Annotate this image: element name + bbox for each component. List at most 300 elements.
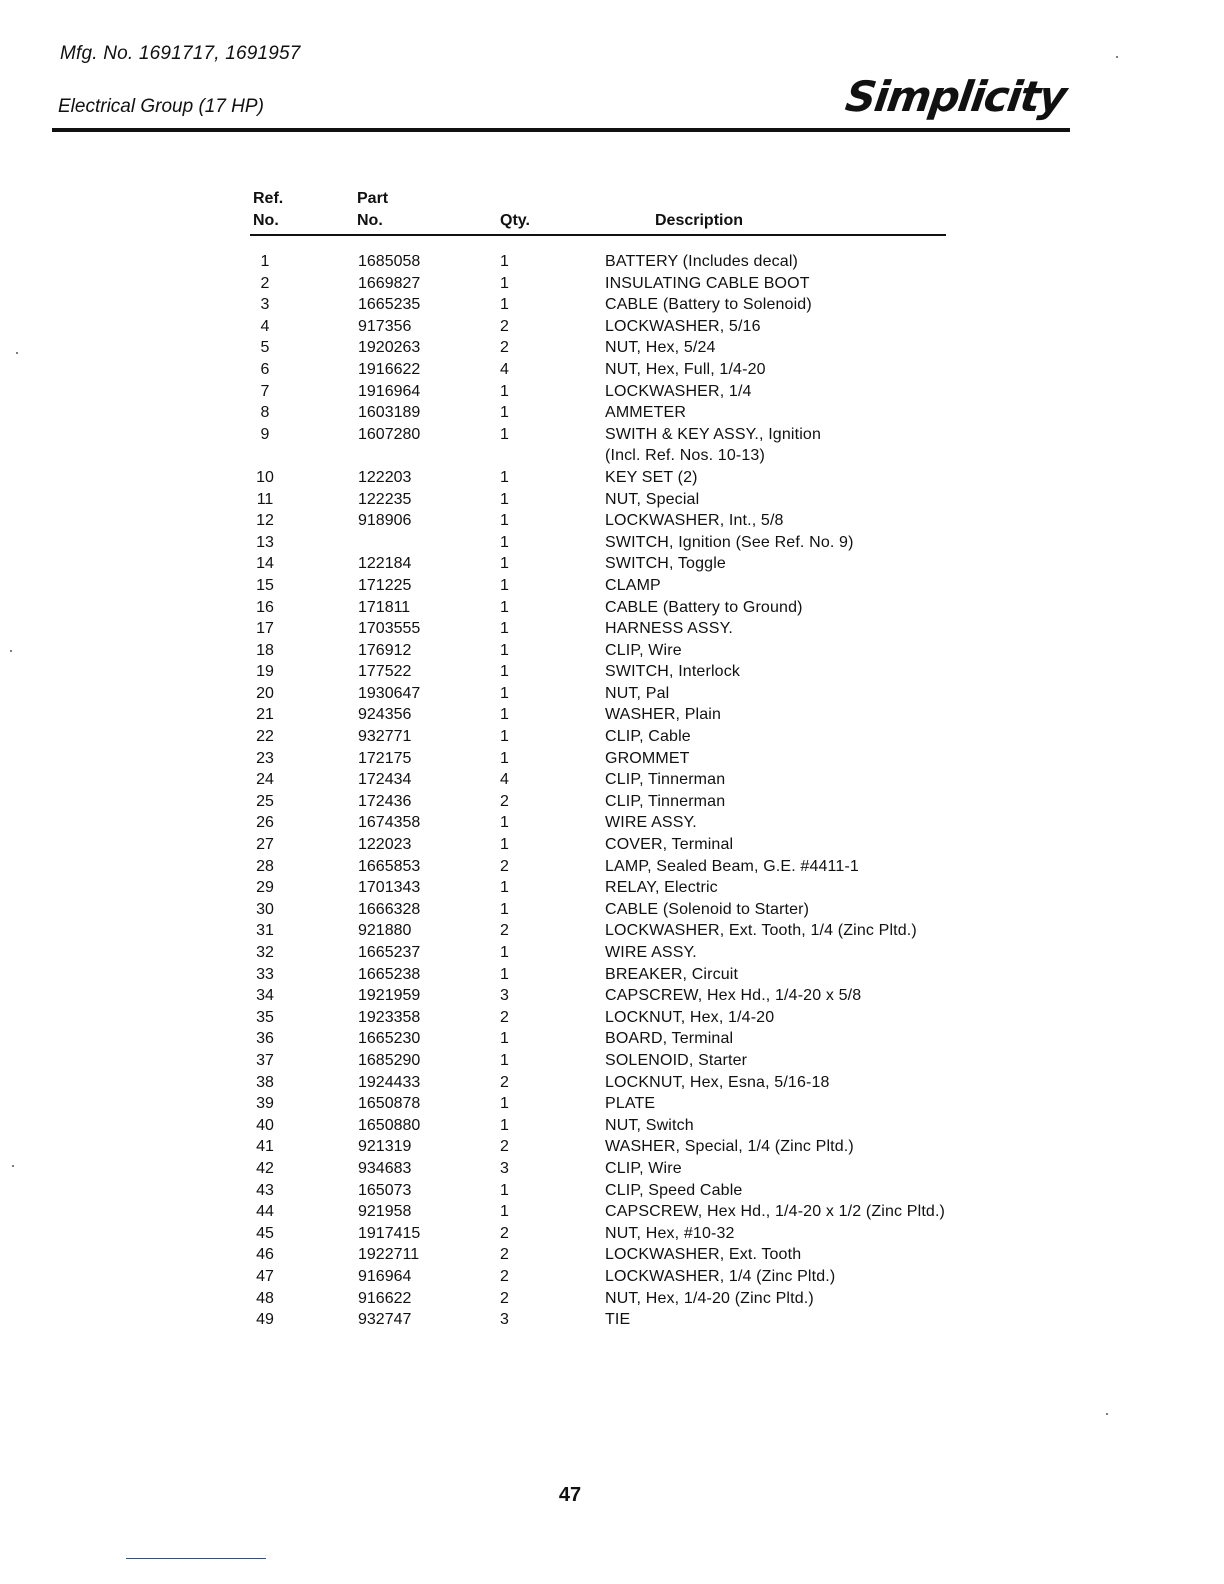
description <box>605 748 690 770</box>
description <box>605 1244 801 1266</box>
ref-no: 49 <box>256 1311 274 1329</box>
qty: 1 <box>500 274 509 292</box>
table-row <box>250 1266 1010 1288</box>
part-no: 1665237 <box>358 944 421 961</box>
part-no: 1665853 <box>358 857 421 875</box>
description <box>605 337 716 359</box>
ref-no: 12 <box>256 512 274 530</box>
table-row <box>250 273 1010 295</box>
table-header-rule <box>250 234 946 236</box>
table-row <box>250 510 1010 532</box>
ref-no: 23 <box>256 749 274 767</box>
table-row <box>250 402 1010 424</box>
description-line: PLATE <box>605 1095 656 1113</box>
part-no: 1650880 <box>358 1116 421 1134</box>
description <box>605 899 809 921</box>
ref-no: 31 <box>256 922 274 940</box>
part-no: 122203 <box>358 468 412 486</box>
description-line: INSULATING CABLE BOOT <box>605 274 810 292</box>
table-row <box>250 1180 1010 1202</box>
description-line: CABLE (Battery to Solenoid) <box>605 296 812 314</box>
part-no: 172436 <box>358 792 412 810</box>
description-line: SWITCH, Ignition (See Ref. No. 9) <box>605 533 854 551</box>
col-ref-line2: No. <box>253 212 279 229</box>
parts-table <box>250 188 1010 1331</box>
ref-no: 33 <box>256 965 274 983</box>
part-no: 177522 <box>358 663 412 681</box>
table-row <box>250 251 1010 273</box>
ref-no: 30 <box>256 900 274 918</box>
description <box>605 597 803 619</box>
table-row <box>250 920 1010 942</box>
description <box>605 834 733 856</box>
ref-no: 24 <box>256 771 274 789</box>
qty: 2 <box>500 1267 509 1285</box>
description-line-2: (Incl. Ref. Nos. 10-13) <box>605 447 765 465</box>
description-line: SWITH & KEY ASSY., Ignition <box>605 425 822 443</box>
table-row <box>250 769 1010 791</box>
description-line: NUT, Special <box>605 490 700 508</box>
description-line: HARNESS ASSY. <box>605 620 733 638</box>
qty: 2 <box>500 1138 509 1156</box>
description-line: NUT, Pal <box>605 684 670 702</box>
description <box>605 985 861 1007</box>
description-line: CLIP, Cable <box>605 728 691 746</box>
table-row <box>250 877 1010 899</box>
description <box>605 424 821 467</box>
ref-no: 47 <box>256 1267 274 1285</box>
ref-no: 46 <box>256 1246 274 1264</box>
mfg-numbers: Mfg. No. 1691717, 1691957 <box>60 43 301 64</box>
description <box>605 920 917 942</box>
table-row <box>250 1093 1010 1115</box>
qty: 2 <box>500 857 509 875</box>
page-number: 47 <box>558 1484 582 1506</box>
col-ref-header <box>253 188 283 232</box>
part-no: 1674358 <box>358 814 421 832</box>
part-no: 1665230 <box>358 1030 421 1048</box>
qty: 1 <box>500 253 509 270</box>
description-line: CLIP, Wire <box>605 641 682 659</box>
table-row <box>250 294 1010 316</box>
ref-no: 48 <box>256 1289 274 1307</box>
description <box>605 1072 830 1094</box>
description-line: LOCKWASHER, 1/4 (Zinc Pltd.) <box>605 1267 836 1285</box>
description-line: KEY SET (2) <box>605 468 698 486</box>
scan-speck <box>1116 56 1118 58</box>
ref-no: 10 <box>256 468 274 486</box>
table-row <box>250 791 1010 813</box>
part-no: 921880 <box>358 922 412 940</box>
table-row <box>250 359 1010 381</box>
description <box>605 575 661 597</box>
qty: 1 <box>500 684 509 702</box>
qty: 1 <box>500 468 509 486</box>
description <box>605 251 798 273</box>
ref-no: 26 <box>256 814 274 832</box>
table-row <box>250 640 1010 662</box>
description <box>605 964 738 986</box>
part-no: 165073 <box>358 1181 412 1199</box>
description-line: BREAKER, Circuit <box>605 965 739 983</box>
description <box>605 1266 835 1288</box>
part-no: 1685290 <box>358 1051 421 1069</box>
ref-no: 2 <box>260 274 270 292</box>
table-row <box>250 1050 1010 1072</box>
table-row <box>250 748 1010 770</box>
col-ref-line1: Ref. <box>253 190 284 207</box>
qty: 1 <box>500 382 509 400</box>
description <box>605 273 810 295</box>
ref-no: 9 <box>260 425 270 443</box>
part-no: 1665235 <box>358 296 421 314</box>
part-no: 1701343 <box>358 879 421 897</box>
table-row <box>250 597 1010 619</box>
table-row <box>250 683 1010 705</box>
ref-no: 19 <box>256 663 274 681</box>
description-line: BATTERY (Includes decal) <box>605 253 799 270</box>
qty: 1 <box>500 555 509 573</box>
part-no: 1666328 <box>358 900 421 918</box>
part-no: 1916622 <box>358 360 421 378</box>
table-row <box>250 834 1010 856</box>
description-line: CABLE (Battery to Ground) <box>605 598 803 616</box>
description-line: BOARD, Terminal <box>605 1030 734 1048</box>
qty: 2 <box>500 922 509 940</box>
description-line: LOCKWASHER, Int., 5/8 <box>605 512 784 530</box>
part-no: 932771 <box>358 728 412 746</box>
part-no: 1607280 <box>358 425 421 443</box>
scan-speck <box>12 1165 14 1167</box>
group-title: Electrical Group (17 HP) <box>58 96 264 117</box>
qty: 1 <box>500 1116 509 1134</box>
scan-speck <box>16 352 18 354</box>
description <box>605 316 761 338</box>
ref-no: 36 <box>256 1030 274 1048</box>
qty: 1 <box>500 944 509 961</box>
part-no: 122184 <box>358 555 412 573</box>
qty: 3 <box>500 1311 509 1329</box>
table-row <box>250 618 1010 640</box>
qty: 1 <box>500 404 509 422</box>
part-no: 1703555 <box>358 620 421 638</box>
table-row <box>250 661 1010 683</box>
part-no: 171225 <box>358 576 412 594</box>
part-no: 172175 <box>358 749 412 767</box>
ref-no: 27 <box>256 836 274 854</box>
col-qty-header: Qty. <box>500 212 530 229</box>
description-line: WASHER, Special, 1/4 (Zinc Pltd.) <box>605 1138 854 1156</box>
qty: 2 <box>500 1289 509 1307</box>
ref-no: 18 <box>256 641 274 659</box>
description <box>605 726 691 748</box>
part-no: 122235 <box>358 490 412 508</box>
ref-no: 20 <box>256 684 274 702</box>
qty: 1 <box>500 814 509 832</box>
table-row <box>250 1288 1010 1310</box>
description <box>605 532 854 554</box>
ref-no: 39 <box>256 1095 274 1113</box>
part-no: 916964 <box>358 1267 412 1285</box>
ref-no: 28 <box>256 857 274 875</box>
qty: 1 <box>500 900 509 918</box>
description-line: LAMP, Sealed Beam, G.E. #4411-1 <box>605 857 859 875</box>
description-line: LOCKWASHER, 1/4 <box>605 382 752 400</box>
col-desc-header: Description <box>655 212 744 229</box>
qty: 1 <box>500 836 509 854</box>
table-row <box>250 532 1010 554</box>
qty: 1 <box>500 663 509 681</box>
part-no: 1923358 <box>358 1008 421 1026</box>
part-no: 1650878 <box>358 1095 421 1113</box>
part-no: 172434 <box>358 771 412 789</box>
qty: 2 <box>500 1008 509 1026</box>
description <box>605 1093 655 1115</box>
table-row <box>250 424 1010 467</box>
qty: 2 <box>500 339 509 357</box>
header-rule <box>52 128 1070 132</box>
table-row <box>250 1028 1010 1050</box>
table-row <box>250 381 1010 403</box>
description-line: LOCKNUT, Hex, 1/4-20 <box>605 1008 775 1026</box>
qty: 1 <box>500 1030 509 1048</box>
table-row <box>250 856 1010 878</box>
description <box>605 553 726 575</box>
description-line: NUT, Hex, Full, 1/4-20 <box>605 360 766 378</box>
description <box>605 1158 682 1180</box>
description-line: LOCKWASHER, 5/16 <box>605 317 761 335</box>
qty: 1 <box>500 641 509 659</box>
description-line: NUT, Switch <box>605 1116 694 1134</box>
qty: 1 <box>500 512 509 530</box>
ref-no: 29 <box>256 879 274 897</box>
description-line: NUT, Hex, #10-32 <box>605 1224 735 1242</box>
table-header <box>250 188 1010 234</box>
ref-no: 37 <box>256 1051 274 1069</box>
description <box>605 791 725 813</box>
description <box>605 877 718 899</box>
table-row <box>250 489 1010 511</box>
description-line: CAPSCREW, Hex Hd., 1/4-20 x 5/8 <box>605 987 862 1005</box>
table-row <box>250 1201 1010 1223</box>
description <box>605 381 752 403</box>
part-no: 924356 <box>358 706 412 724</box>
description <box>605 661 740 683</box>
description-line: RELAY, Electric <box>605 879 718 897</box>
table-row <box>250 316 1010 338</box>
description <box>605 942 697 964</box>
ref-no: 35 <box>256 1008 274 1026</box>
description <box>605 1136 854 1158</box>
table-row <box>250 985 1010 1007</box>
ref-no: 14 <box>256 555 274 573</box>
part-no: 1916964 <box>358 382 421 400</box>
ref-no: 25 <box>256 792 274 810</box>
description-line: CABLE (Solenoid to Starter) <box>605 900 810 918</box>
part-no: 1603189 <box>358 404 421 422</box>
table-row <box>250 1115 1010 1137</box>
ref-no: 13 <box>256 533 274 551</box>
qty: 1 <box>500 1095 509 1113</box>
description-line: NUT, Hex, 1/4-20 (Zinc Pltd.) <box>605 1289 814 1307</box>
table-row <box>250 553 1010 575</box>
col-part-line2: No. <box>357 212 383 229</box>
description-line: WASHER, Plain <box>605 706 722 724</box>
part-no: 1917415 <box>358 1224 421 1242</box>
table-row <box>250 1223 1010 1245</box>
description-line: WIRE ASSY. <box>605 944 697 961</box>
table-row <box>250 964 1010 986</box>
scan-speck <box>10 650 12 652</box>
qty: 1 <box>500 1051 509 1069</box>
scan-speck <box>1106 1413 1108 1415</box>
qty: 1 <box>500 706 509 724</box>
description <box>605 856 859 878</box>
qty: 1 <box>500 728 509 746</box>
description <box>605 510 784 532</box>
part-no: 1669827 <box>358 274 421 292</box>
description-line: LOCKNUT, Hex, Esna, 5/16-18 <box>605 1073 830 1091</box>
description <box>605 359 766 381</box>
ref-no: 40 <box>256 1116 274 1134</box>
description-line: CAPSCREW, Hex Hd., 1/4-20 x 1/2 (Zinc Pltd.) <box>605 1203 946 1221</box>
qty: 1 <box>500 749 509 767</box>
qty: 1 <box>500 1181 509 1199</box>
table-row <box>250 726 1010 748</box>
ref-no: 34 <box>256 987 274 1005</box>
description-line: LOCKWASHER, Ext. Tooth, 1/4 (Zinc Pltd.) <box>605 922 917 940</box>
qty: 1 <box>500 576 509 594</box>
table-row <box>250 337 1010 359</box>
qty: 2 <box>500 1224 509 1242</box>
part-no: 1920263 <box>358 339 421 357</box>
brand-logo: Simplicity <box>842 72 1069 121</box>
description-line: SWITCH, Toggle <box>605 555 726 573</box>
part-no: 1930647 <box>358 684 421 702</box>
part-no: 1921959 <box>358 987 421 1005</box>
ref-no: 44 <box>256 1203 274 1221</box>
part-no: 171811 <box>358 598 411 616</box>
qty: 2 <box>500 1073 509 1091</box>
description-line: CLIP, Wire <box>605 1159 682 1177</box>
ref-no: 42 <box>256 1159 274 1177</box>
ref-no: 17 <box>256 620 274 638</box>
description <box>605 294 812 316</box>
description <box>605 769 725 791</box>
ref-no: 32 <box>256 944 274 961</box>
qty: 1 <box>500 1203 509 1221</box>
part-no: 934683 <box>358 1159 412 1177</box>
col-part-line1: Part <box>357 190 389 207</box>
description <box>605 640 682 662</box>
qty: 1 <box>500 490 509 508</box>
qty: 1 <box>500 533 509 551</box>
description-line: NUT, Hex, 5/24 <box>605 339 716 357</box>
description <box>605 812 697 834</box>
part-no: 1685058 <box>358 253 421 270</box>
qty: 3 <box>500 987 509 1005</box>
ref-no: 22 <box>256 728 274 746</box>
description <box>605 1028 733 1050</box>
ref-no: 45 <box>256 1224 274 1242</box>
description <box>605 1309 630 1331</box>
ref-no: 15 <box>256 576 274 594</box>
part-no: 916622 <box>358 1289 412 1307</box>
description-line: CLAMP <box>605 576 661 594</box>
description-line: SOLENOID, Starter <box>605 1051 748 1069</box>
qty: 1 <box>500 620 509 638</box>
description <box>605 618 733 640</box>
part-no: 921958 <box>358 1203 412 1221</box>
description-line: TIE <box>605 1311 631 1329</box>
part-no: 1924433 <box>358 1073 421 1091</box>
table-row <box>250 1244 1010 1266</box>
description <box>605 1288 814 1310</box>
table-row <box>250 704 1010 726</box>
description <box>605 1115 694 1137</box>
description-line: WIRE ASSY. <box>605 814 697 832</box>
description <box>605 683 669 705</box>
table-row <box>250 1136 1010 1158</box>
part-no: 176912 <box>358 641 412 659</box>
col-part-header <box>357 188 388 232</box>
table-body <box>250 251 1010 1331</box>
description-line: SWITCH, Interlock <box>605 663 741 681</box>
description-line: CLIP, Tinnerman <box>605 792 726 810</box>
table-row <box>250 1072 1010 1094</box>
footer-link-line <box>126 1558 266 1559</box>
ref-no: 41 <box>256 1138 274 1156</box>
ref-no: 4 <box>260 317 270 335</box>
table-row <box>250 1158 1010 1180</box>
table-row <box>250 899 1010 921</box>
ref-no: 11 <box>256 490 274 508</box>
ref-no: 6 <box>260 360 270 378</box>
part-no: 921319 <box>358 1138 412 1156</box>
description-line: COVER, Terminal <box>605 836 734 854</box>
qty: 2 <box>500 792 509 810</box>
qty: 1 <box>500 425 509 443</box>
qty: 1 <box>500 296 509 314</box>
table-row <box>250 1007 1010 1029</box>
description <box>605 1050 747 1072</box>
part-no: 1922711 <box>358 1246 420 1264</box>
part-no: 1665238 <box>358 965 421 983</box>
ref-no: 16 <box>256 598 274 616</box>
part-no: 917356 <box>358 317 412 335</box>
table-row <box>250 942 1010 964</box>
ref-no: 3 <box>260 296 270 314</box>
part-no: 122023 <box>358 836 412 854</box>
table-row <box>250 1309 1010 1331</box>
description-line: CLIP, Speed Cable <box>605 1181 743 1199</box>
description <box>605 1223 735 1245</box>
qty: 1 <box>500 965 509 983</box>
description <box>605 1007 774 1029</box>
qty: 1 <box>500 879 509 897</box>
description <box>605 704 721 726</box>
ref-no: 38 <box>256 1073 274 1091</box>
table-row <box>250 467 1010 489</box>
ref-no: 5 <box>260 339 270 357</box>
qty: 2 <box>500 317 509 335</box>
description <box>605 1180 742 1202</box>
table-row <box>250 812 1010 834</box>
description <box>605 467 698 489</box>
description <box>605 402 686 424</box>
ref-no: 1 <box>260 253 270 270</box>
qty: 1 <box>500 598 509 616</box>
